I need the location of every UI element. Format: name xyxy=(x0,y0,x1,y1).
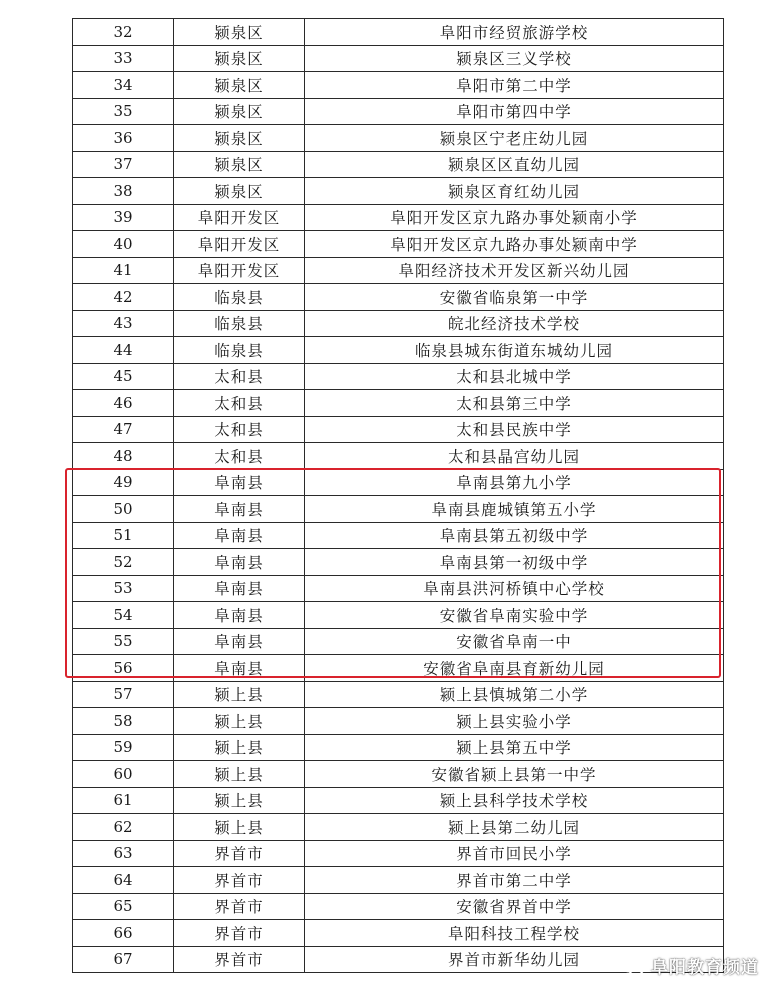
row-number-cell: 66 xyxy=(73,920,174,947)
row-number-cell: 52 xyxy=(73,549,174,576)
area-cell: 阜南县 xyxy=(174,469,305,496)
row-number-cell: 55 xyxy=(73,628,174,655)
area-cell: 阜南县 xyxy=(174,602,305,629)
table-row xyxy=(73,893,724,920)
area-cell: 临泉县 xyxy=(174,310,305,337)
table-row xyxy=(73,681,724,708)
row-number-cell: 39 xyxy=(73,204,174,231)
area-cell: 阜南县 xyxy=(174,628,305,655)
area-cell: 颍上县 xyxy=(174,761,305,788)
school-name-cell: 太和县晶宫幼儿园 xyxy=(305,443,724,470)
row-number-cell: 51 xyxy=(73,522,174,549)
school-name-cell: 阜阳科技工程学校 xyxy=(305,920,724,947)
wechat-icon xyxy=(619,955,645,977)
table-row xyxy=(73,98,724,125)
table-row xyxy=(73,575,724,602)
school-name-cell: 颍上县科学技术学校 xyxy=(305,787,724,814)
area-cell: 太和县 xyxy=(174,443,305,470)
school-name-cell: 颍上县实验小学 xyxy=(305,708,724,735)
table-row xyxy=(73,284,724,311)
area-cell: 颍泉区 xyxy=(174,178,305,205)
school-name-cell: 太和县第三中学 xyxy=(305,390,724,417)
row-number-cell: 32 xyxy=(73,19,174,46)
area-cell: 界首市 xyxy=(174,946,305,973)
area-cell: 颍上县 xyxy=(174,708,305,735)
school-name-cell: 阜南县第五初级中学 xyxy=(305,522,724,549)
row-number-cell: 49 xyxy=(73,469,174,496)
row-number-cell: 59 xyxy=(73,734,174,761)
area-cell: 颍上县 xyxy=(174,681,305,708)
school-name-cell: 阜阳经济技术开发区新兴幼儿园 xyxy=(305,257,724,284)
table-row xyxy=(73,655,724,682)
school-name-cell: 安徽省颍上县第一中学 xyxy=(305,761,724,788)
school-name-cell: 阜阳市第二中学 xyxy=(305,72,724,99)
area-cell: 颍泉区 xyxy=(174,45,305,72)
area-cell: 阜南县 xyxy=(174,655,305,682)
table-row xyxy=(73,814,724,841)
school-name-cell: 颍上县第二幼儿园 xyxy=(305,814,724,841)
row-number-cell: 40 xyxy=(73,231,174,258)
area-cell: 太和县 xyxy=(174,416,305,443)
area-cell: 颍泉区 xyxy=(174,125,305,152)
row-number-cell: 56 xyxy=(73,655,174,682)
table-body xyxy=(73,19,724,973)
area-cell: 界首市 xyxy=(174,867,305,894)
table-row xyxy=(73,522,724,549)
row-number-cell: 42 xyxy=(73,284,174,311)
school-name-cell: 界首市新华幼儿园 xyxy=(305,946,724,973)
row-number-cell: 54 xyxy=(73,602,174,629)
school-name-cell: 阜阳市第四中学 xyxy=(305,98,724,125)
area-cell: 阜南县 xyxy=(174,575,305,602)
area-cell: 临泉县 xyxy=(174,337,305,364)
school-name-cell: 安徽省阜南县育新幼儿园 xyxy=(305,655,724,682)
row-number-cell: 46 xyxy=(73,390,174,417)
row-number-cell: 35 xyxy=(73,98,174,125)
school-name-cell: 颍上县慎城第二小学 xyxy=(305,681,724,708)
row-number-cell: 60 xyxy=(73,761,174,788)
table-row xyxy=(73,310,724,337)
table-row xyxy=(73,257,724,284)
area-cell: 阜阳开发区 xyxy=(174,204,305,231)
table-row xyxy=(73,469,724,496)
school-name-cell: 阜阳开发区京九路办事处颍南小学 xyxy=(305,204,724,231)
area-cell: 颍上县 xyxy=(174,814,305,841)
row-number-cell: 47 xyxy=(73,416,174,443)
table-row xyxy=(73,496,724,523)
row-number-cell: 63 xyxy=(73,840,174,867)
table-row xyxy=(73,708,724,735)
school-name-cell: 阜南县洪河桥镇中心学校 xyxy=(305,575,724,602)
school-name-cell: 太和县北城中学 xyxy=(305,363,724,390)
area-cell: 颍泉区 xyxy=(174,151,305,178)
area-cell: 颍泉区 xyxy=(174,72,305,99)
school-name-cell: 太和县民族中学 xyxy=(305,416,724,443)
area-cell: 太和县 xyxy=(174,390,305,417)
school-name-cell: 安徽省临泉第一中学 xyxy=(305,284,724,311)
table-row xyxy=(73,840,724,867)
area-cell: 颍上县 xyxy=(174,734,305,761)
watermark-text: 阜阳教育频道 xyxy=(651,958,759,978)
table-row xyxy=(73,231,724,258)
school-name-cell: 颍泉区区直幼儿园 xyxy=(305,151,724,178)
school-name-cell: 阜南县鹿城镇第五小学 xyxy=(305,496,724,523)
school-name-cell: 安徽省阜南一中 xyxy=(305,628,724,655)
area-cell: 颍泉区 xyxy=(174,19,305,46)
table-row xyxy=(73,602,724,629)
school-name-cell: 颍泉区宁老庄幼儿园 xyxy=(305,125,724,152)
row-number-cell: 33 xyxy=(73,45,174,72)
area-cell: 阜南县 xyxy=(174,549,305,576)
row-number-cell: 37 xyxy=(73,151,174,178)
table-row xyxy=(73,151,724,178)
row-number-cell: 64 xyxy=(73,867,174,894)
table-row xyxy=(73,761,724,788)
area-cell: 临泉县 xyxy=(174,284,305,311)
school-name-cell: 界首市第二中学 xyxy=(305,867,724,894)
school-name-cell: 颍上县第五中学 xyxy=(305,734,724,761)
row-number-cell: 67 xyxy=(73,946,174,973)
row-number-cell: 61 xyxy=(73,787,174,814)
table-row xyxy=(73,178,724,205)
row-number-cell: 50 xyxy=(73,496,174,523)
area-cell: 阜阳开发区 xyxy=(174,257,305,284)
school-name-cell: 界首市回民小学 xyxy=(305,840,724,867)
area-cell: 阜阳开发区 xyxy=(174,231,305,258)
table-row xyxy=(73,363,724,390)
school-name-cell: 阜阳市经贸旅游学校 xyxy=(305,19,724,46)
table-row xyxy=(73,443,724,470)
table-row xyxy=(73,416,724,443)
school-name-cell: 阜南县第九小学 xyxy=(305,469,724,496)
area-cell: 太和县 xyxy=(174,363,305,390)
row-number-cell: 45 xyxy=(73,363,174,390)
table-row xyxy=(73,204,724,231)
area-cell: 界首市 xyxy=(174,920,305,947)
school-list-sheet xyxy=(72,18,720,973)
row-number-cell: 62 xyxy=(73,814,174,841)
row-number-cell: 58 xyxy=(73,708,174,735)
row-number-cell: 48 xyxy=(73,443,174,470)
table-row xyxy=(73,787,724,814)
school-name-cell: 阜阳开发区京九路办事处颍南中学 xyxy=(305,231,724,258)
table-row xyxy=(73,45,724,72)
row-number-cell: 53 xyxy=(73,575,174,602)
table-row xyxy=(73,920,724,947)
area-cell: 界首市 xyxy=(174,840,305,867)
table-row xyxy=(73,125,724,152)
table-row xyxy=(73,549,724,576)
school-name-cell: 临泉县城东街道东城幼儿园 xyxy=(305,337,724,364)
school-name-cell: 皖北经济技术学校 xyxy=(305,310,724,337)
row-number-cell: 34 xyxy=(73,72,174,99)
row-number-cell: 44 xyxy=(73,337,174,364)
row-number-cell: 57 xyxy=(73,681,174,708)
area-cell: 颍上县 xyxy=(174,787,305,814)
school-name-cell: 阜南县第一初级中学 xyxy=(305,549,724,576)
table-row xyxy=(73,337,724,364)
area-cell: 颍泉区 xyxy=(174,98,305,125)
watermark xyxy=(619,953,759,978)
row-number-cell: 38 xyxy=(73,178,174,205)
table-row xyxy=(73,19,724,46)
row-number-cell: 65 xyxy=(73,893,174,920)
school-name-cell: 颍泉区育红幼儿园 xyxy=(305,178,724,205)
table-row xyxy=(73,734,724,761)
table-row xyxy=(73,72,724,99)
row-number-cell: 36 xyxy=(73,125,174,152)
school-list-table xyxy=(72,18,724,973)
table-row xyxy=(73,390,724,417)
area-cell: 界首市 xyxy=(174,893,305,920)
table-row xyxy=(73,867,724,894)
area-cell: 阜南县 xyxy=(174,496,305,523)
area-cell: 阜南县 xyxy=(174,522,305,549)
school-name-cell: 安徽省阜南实验中学 xyxy=(305,602,724,629)
school-name-cell: 安徽省界首中学 xyxy=(305,893,724,920)
row-number-cell: 43 xyxy=(73,310,174,337)
table-row xyxy=(73,628,724,655)
row-number-cell: 41 xyxy=(73,257,174,284)
school-name-cell: 颍泉区三义学校 xyxy=(305,45,724,72)
